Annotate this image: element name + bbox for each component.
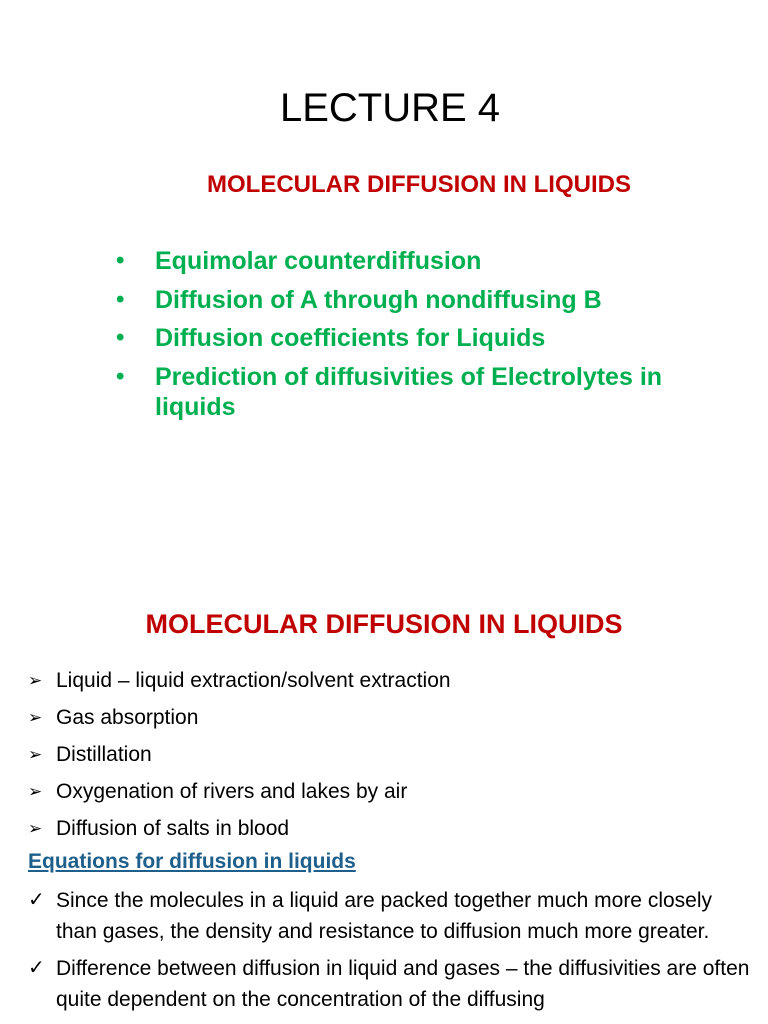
topic-label: Prediction of diffusivities of Electrolytes in liquids	[155, 362, 663, 421]
slide-1-subtitle: MOLECULAR DIFFUSION IN LIQUIDS	[207, 171, 631, 198]
slide-2-title: MOLECULAR DIFFUSION IN LIQUIDS	[145, 609, 623, 639]
topic-item	[112, 323, 732, 353]
bullet-dot-icon: •	[116, 362, 125, 390]
checkmark-icon: ✓	[28, 889, 45, 911]
topic-item	[112, 285, 732, 315]
application-item	[28, 662, 758, 699]
lecture-title: LECTURE 4	[279, 86, 501, 130]
application-label: Diffusion of salts in blood	[56, 817, 290, 840]
applications-list	[28, 662, 758, 847]
topic-item	[112, 362, 732, 422]
point-item	[28, 953, 758, 1015]
point-text: Since the molecules in a liquid are packed together much more closely than gases, the density and resistance to diffusion much more greater.	[56, 889, 713, 943]
points-list	[28, 885, 758, 1021]
bullet-dot-icon: •	[116, 324, 125, 351]
application-item	[28, 736, 758, 773]
point-text: Difference between diffusion in liquid and gases – the diffusivities are often quite dependent on the concentration of the diffusing	[56, 957, 750, 1011]
arrowhead-bullet-icon: ➢	[28, 782, 43, 801]
section-heading: Equations for diffusion in liquids	[28, 850, 356, 873]
topic-item	[112, 246, 732, 276]
application-label: Liquid – liquid extraction/solvent extraction	[56, 669, 451, 692]
application-item	[28, 699, 758, 736]
topic-label: Equimolar counterdiffusion	[155, 247, 482, 275]
topic-label: Diffusion coefficients for Liquids	[155, 324, 546, 352]
bullet-dot-icon: •	[116, 285, 125, 313]
application-label: Gas absorption	[56, 706, 199, 729]
checkmark-icon: ✓	[28, 957, 45, 979]
topic-label: Diffusion of A through nondiffusing B	[155, 285, 602, 314]
application-label: Distillation	[56, 743, 152, 766]
topic-list	[112, 246, 732, 430]
application-label: Oxygenation of rivers and lakes by air	[56, 780, 408, 803]
application-item	[28, 810, 758, 847]
arrowhead-bullet-icon: ➢	[28, 745, 43, 764]
arrowhead-bullet-icon: ➢	[28, 671, 43, 690]
point-item	[28, 885, 758, 947]
application-item	[28, 773, 758, 810]
slide-2	[0, 560, 768, 1024]
arrowhead-bullet-icon: ➢	[28, 708, 43, 727]
bullet-dot-icon: •	[116, 247, 125, 274]
arrowhead-bullet-icon: ➢	[28, 819, 43, 838]
